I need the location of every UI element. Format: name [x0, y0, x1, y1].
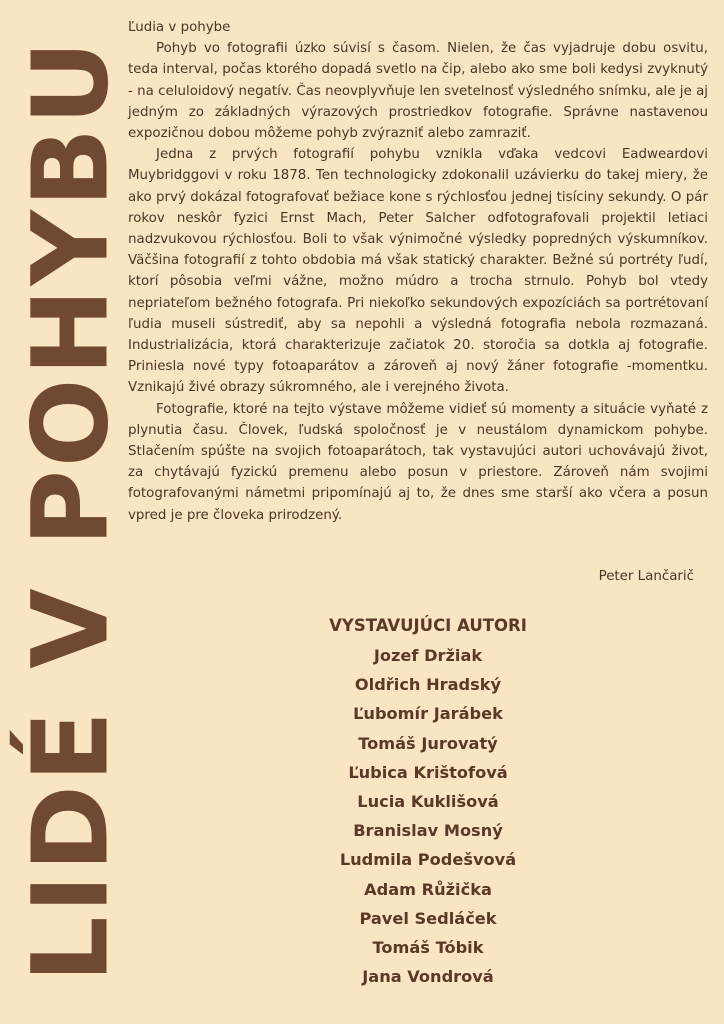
- author-name: Adam Růžička: [364, 879, 492, 899]
- author-name: Jozef Držiak: [373, 646, 483, 665]
- author-name: Oldřich Hradský: [354, 675, 502, 695]
- author-name: Ludmila Podešvová: [339, 850, 517, 870]
- author-name: Tomáš Tóbik: [372, 938, 484, 958]
- authors-list: [268, 614, 588, 991]
- article-signature: Peter Lančarič: [598, 569, 694, 584]
- authors-heading: VYSTAVUJÚCI AUTORI: [329, 616, 527, 635]
- side-title-text: LIDÉ V POHYBU: [9, 37, 131, 983]
- article-heading: Ľudia v pohybe: [128, 20, 231, 35]
- author-name: Jana Vondrová: [362, 967, 494, 987]
- author-name: Ľubica Krištofová: [348, 762, 508, 782]
- author-name: Lucia Kuklišová: [357, 792, 499, 812]
- author-name: Branislav Mosný: [353, 821, 503, 841]
- side-title: [9, 10, 131, 1010]
- article-paragraph: Jedna z prvých fotografií pohybu vznikla vďaka vedcovi Eadweardovi Muybridggovi v roku 1878. Ten technologicky zdokonalil uzávierku do takej miery, že ako prvý dokázal fotografovať bežiace kone s rýchlosťou jednej tisíciny sekundy. O pár rokov neskôr fyzici Ernst Mach, Peter Salcher odfotografovali projektil letiaci nadzvukovou rýchlosťou. Boli to však výnimočné výsledky popredných výskumníkov. Väčšina fotografií z tohto obdobia má však statický charakter. Bežné sú portréty ľudí, ktorí pôsobia veľmi vážne, možno múdro a trocha strnulo. Pohyb bol vtedy nepriateľom bežného fotografa. Pri niekoľko sekundových expozíciách sa portrétovaní ľudia museli sústrediť, aby sa nepohli a výsledná fotografia nebola rozmazaná. Industrializácia, ktorá charakterizuje začiatok 20. storočia sa dotkla aj fotografie. Priniesla nové typy fotoaparátov a zároveň aj nový žáner fotografie -momentku. Vznikajú živé obrazy súkromného, ale i verejného života.: [128, 147, 708, 396]
- article-paragraph: Fotografie, ktoré na tejto výstave môžeme vidieť sú momenty a situácie vyňaté z plynutia času. Človek, ľudská spoločnosť je v neustálom dynamickom pohybe. Stlačením spúšte na svojich fotoaparátoch, tak vystavujúci autori uchovávajú život, za chytávajú fyzickú premenu alebo posun v priestore. Zároveň nám svojimi fotografovanými námetmi pripomínajú aj to, že dnes sme starší ako včera a posun vpred je pre človeka prirodzený.: [128, 401, 708, 523]
- article-paragraph: Pohyb vo fotografii úzko súvisí s časom. Nielen, že čas vyjadruje dobu osvitu, teda interval, počas ktorého dopadá svetlo na čip, alebo ako sme boli kedysi zvyknutý - na celuloidový negatív. Čas neovplyvňuje len svetelnosť výsledného snímku, ale je aj jedným zo základných výrazových prostriedkov fotografie. Správne nastavenou expozičnou dobou môžeme pohyb zvýrazniť alebo zamraziť.: [128, 41, 708, 142]
- author-name: Ľubomír Jarábek: [353, 704, 503, 724]
- article: [128, 17, 708, 526]
- author-name: Pavel Sedláček: [359, 908, 497, 928]
- author-name: Tomáš Jurovatý: [358, 733, 498, 753]
